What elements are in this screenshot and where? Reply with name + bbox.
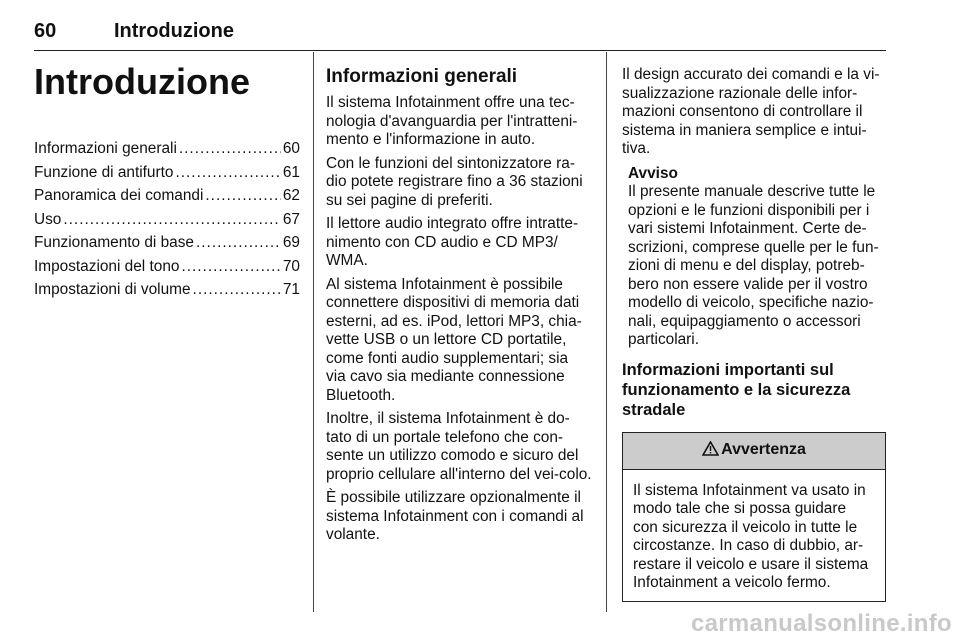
section-heading: Informazioni importanti sul funzionamento e la sicurezza stradale [622, 360, 851, 419]
running-section-title: Introduzione [114, 20, 234, 42]
toc-entry[interactable] [34, 258, 300, 282]
warning-body: Il sistema Infotainment va usato in modo tale che si possa guidare con sicurezza il veicolo in tutte le circostanze. In caso di dubbio, ar-restare il veicolo e usare il sistema Infotainment a veicolo fermo. [633, 481, 869, 591]
page-number: 60 [34, 20, 57, 42]
general-info-column [326, 66, 592, 550]
toc-column [34, 58, 300, 305]
toc-entry-page: 71 [282, 281, 300, 298]
body-paragraph: Il lettore audio integrato offre intratte-nimento con CD audio e CD MP3/ WMA. [326, 215, 579, 269]
toc-entry-label: Panoramica dei comandi [34, 187, 204, 204]
toc-leader-dots [175, 164, 280, 183]
toc-entry-page: 61 [282, 163, 300, 181]
warning-box [622, 432, 886, 602]
toc-entry-label: Informazioni generali [34, 140, 177, 157]
warning-icon [702, 441, 719, 460]
column-divider [606, 52, 607, 612]
toc-entry-label: Impostazioni del tono [34, 257, 180, 275]
toc-entry[interactable] [34, 211, 300, 235]
body-paragraph: Al sistema Infotainment è possibile connettere dispositivi di memoria dati esterni, ad es. iPod, lettori MP3, chia-vette USB o un lettore CD portatile, come fonti audio supplementari; sia via cavo sia mediante connessione Bluetooth. [326, 275, 582, 404]
body-paragraph: Con le funzioni del sintonizzatore ra-dio potete registrare fino a 36 stazioni su sei pagine di preferiti. [326, 154, 583, 209]
table-of-contents [34, 140, 300, 305]
toc-entry[interactable] [34, 281, 300, 305]
toc-entry[interactable] [34, 140, 300, 164]
toc-entry-page: 67 [282, 210, 300, 228]
toc-entry-label: Funzione di antifurto [34, 163, 174, 181]
toc-leader-dots [63, 211, 281, 230]
toc-leader-dots [179, 140, 281, 159]
toc-entry-label: Impostazioni di volume [34, 281, 191, 298]
note-box [628, 165, 886, 350]
toc-entry-label: Funzionamento di base [34, 234, 194, 251]
body-paragraph: È possibile utilizzare opzionalmente il sistema Infotainment con i comandi al volante. [326, 489, 584, 543]
toc-entry[interactable] [34, 164, 300, 188]
safety-column [622, 66, 886, 602]
toc-entry[interactable] [34, 234, 300, 258]
warning-header [623, 433, 885, 470]
toc-leader-dots [193, 281, 281, 300]
body-paragraph: Il design accurato dei comandi e la vi-sualizzazione razionale delle infor-mazioni consentono di controllare il sistema in maniera semplice e intui-tiva. [622, 66, 880, 157]
watermark: carmanualsonline.info [690, 610, 952, 637]
toc-entry-page: 69 [282, 234, 300, 251]
toc-leader-dots [205, 187, 280, 206]
note-title: Avviso [628, 164, 678, 182]
page-header [34, 6, 886, 51]
toc-entry-page: 62 [282, 187, 300, 204]
warning-title: Avvertenza [721, 441, 806, 459]
toc-leader-dots [181, 258, 280, 277]
toc-entry-page: 60 [282, 140, 300, 157]
chapter-title: Introduzione [34, 61, 250, 102]
body-paragraph: Inoltre, il sistema Infotainment è do-tato di un portale telefono che con-sente un utilizzo comodo e sicuro del proprio cellulare all'interno del vei-colo. [326, 410, 592, 483]
section-heading: Informazioni generali [326, 66, 518, 87]
toc-entry-page: 70 [282, 257, 300, 275]
body-paragraph: Il sistema Infotainment offre una tec-nologia d'avanguardia per l'intratteni-mento e l'informazione in auto. [326, 94, 578, 148]
toc-entry-label: Uso [34, 210, 62, 228]
toc-leader-dots [196, 234, 281, 253]
note-body: Il presente manuale descrive tutte le opzioni e le funzioni disponibili per i vari sistemi Infotainment. Certe de-scrizioni, comprese quelle per le fun-zioni di menu e del display, potreb-bero non essere valide per il vostro modello di veicolo, specifiche nazio-nali, equipaggiamento o accessori particolari. [628, 183, 879, 348]
column-divider [313, 52, 314, 612]
toc-entry[interactable] [34, 187, 300, 211]
